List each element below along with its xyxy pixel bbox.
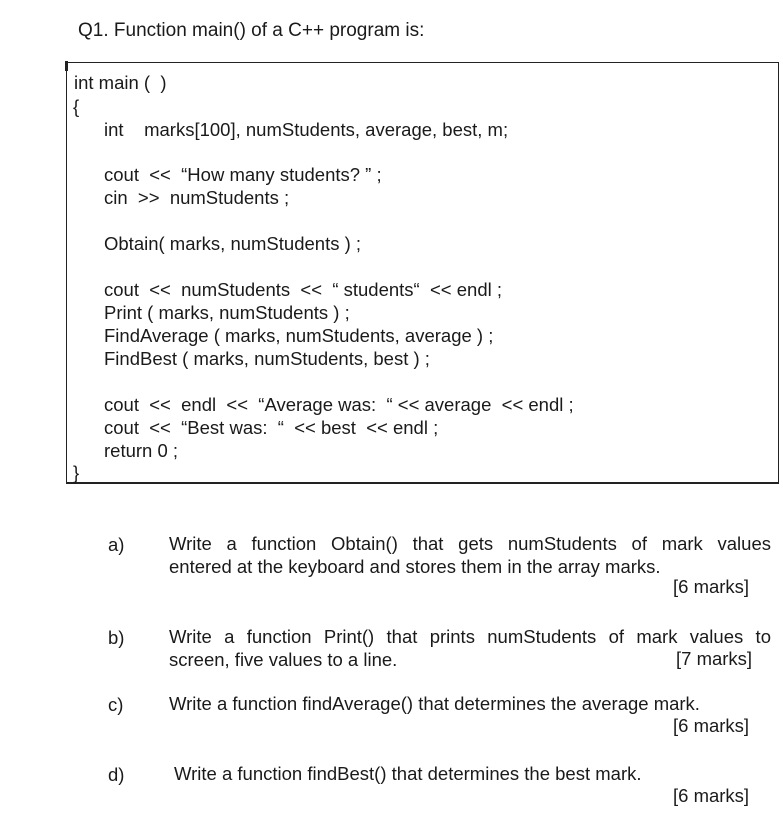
part-a-line1: Write a function Obtain() that gets numStudents of mark values [169,533,771,554]
part-b-line1: Write a function Print() that prints numStudents of mark values to [169,626,771,647]
code-line: int marks[100], numStudents, average, best, m; [104,119,509,140]
code-line: cout << “Best was: “ << best << endl ; [104,417,439,438]
code-open-brace: { [73,96,80,117]
code-line: cin >> numStudents ; [104,187,290,208]
code-line: FindBest ( marks, numStudents, best ) ; [104,348,430,369]
part-b-marks: [7 marks] [676,648,753,669]
part-b-line2: screen, five values to a line. [169,649,398,670]
part-d-label: d) [108,764,125,785]
part-c-text: Write a function findAverage() that determines the average mark. [169,693,700,714]
part-c-marks: [6 marks] [673,715,750,736]
code-line: Obtain( marks, numStudents ) ; [104,233,362,254]
code-close-brace: } [73,462,80,483]
code-line: FindAverage ( marks, numStudents, average ) ; [104,325,494,346]
question-title: Q1. Function main() of a C++ program is: [78,20,425,41]
part-a-line2: entered at the keyboard and stores them in the array marks. [169,556,661,577]
code-line: cout << endl << “Average was: “ << average << endl ; [104,394,574,415]
code-line: int main ( ) [74,72,167,93]
part-b-label: b) [108,627,125,648]
part-a-text [169,532,771,578]
code-line: return 0 ; [104,440,179,461]
code-line: cout << numStudents << “ students“ << endl ; [104,279,502,300]
part-c-label: c) [108,694,124,715]
code-line: Print ( marks, numStudents ) ; [104,302,350,323]
part-d-text: Write a function findBest() that determines the best mark. [174,763,642,784]
part-a-label: a) [108,534,125,555]
code-line: cout << “How many students? ” ; [104,164,382,185]
part-a-marks: [6 marks] [673,576,750,597]
part-d-marks: [6 marks] [673,785,750,806]
